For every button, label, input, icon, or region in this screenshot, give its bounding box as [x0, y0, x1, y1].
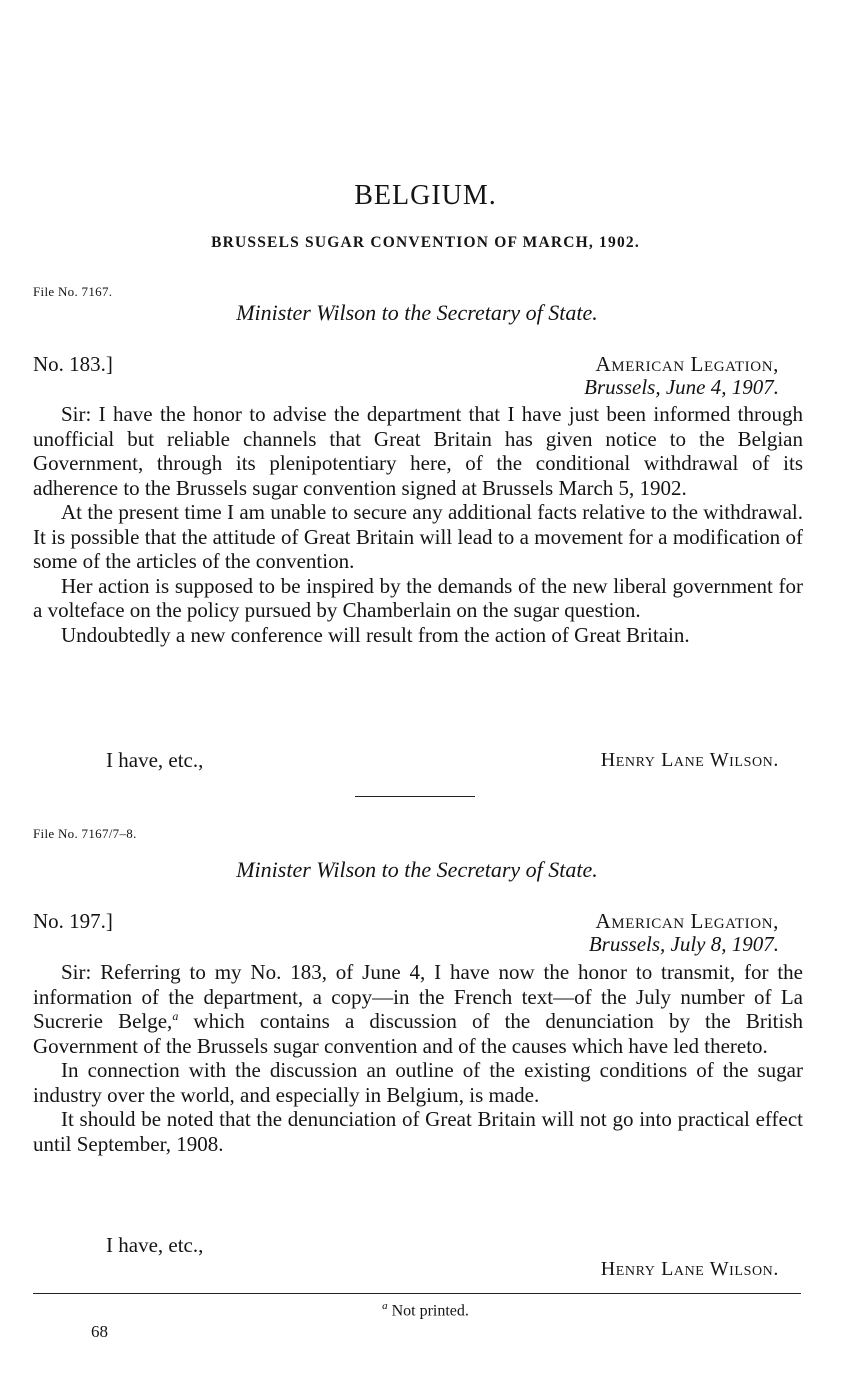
footnote-marker: a [382, 1300, 388, 1312]
paragraph: Her action is supposed to be inspired by the demands of the new liberal government for a volteface on the policy pursued by Chamberlain on the sugar question. [33, 573, 803, 622]
legation-name: American Legation, [595, 909, 779, 933]
page-title: BELGIUM. [354, 180, 497, 211]
file-number: File No. 7167/7–8. [33, 826, 137, 841]
letter-body [33, 960, 803, 1156]
paragraph [33, 960, 803, 1058]
footnote [0, 1300, 851, 1320]
footnote-text: Not printed. [391, 1302, 469, 1320]
paragraph: Undoubtedly a new conference will result from the action of Great Britain. [61, 622, 690, 647]
closing: I have, etc., [106, 1233, 204, 1257]
section-divider [355, 796, 475, 797]
legation-name: American Legation, [595, 352, 779, 376]
paragraph-text: Sir: Referring to my No. 183, of June 4, I have now the honor to transmit, for the information of the department, a copy—in the French text—of the July number of La Sucrerie Belge, [33, 960, 803, 1033]
letter-heading: Minister Wilson to the Secretary of State. [236, 857, 598, 882]
footnote-marker: a [172, 1009, 179, 1023]
page-subtitle: BRUSSELS SUGAR CONVENTION OF MARCH, 1902. [211, 234, 640, 251]
paragraph: At the present time I am unable to secure any additional facts relative to the withdrawal. It is possible that the attitude of Great Britain will lead to a movement for a modification of some of the articles of the convention. [33, 500, 803, 573]
paragraph-text: which contains a discussion of the denunciation by the British Government of the Brussels sugar convention and of the causes which have led thereto. [33, 1009, 803, 1058]
file-number: File No. 7167. [33, 284, 113, 299]
document-number: No. 183.] [33, 352, 113, 376]
dateline: Brussels, June 4, 1907. [584, 375, 779, 399]
paragraph: It should be noted that the denunciation of Great Britain will not go into practical effect until September, 1908. [33, 1107, 803, 1156]
dateline: Brussels, July 8, 1907. [588, 932, 779, 956]
paragraph: In connection with the discussion an outline of the existing conditions of the sugar industry over the world, and especially in Belgium, is made. [33, 1058, 803, 1107]
signature: Henry Lane Wilson. [600, 1258, 779, 1280]
footnote-rule [33, 1293, 801, 1294]
signature: Henry Lane Wilson. [600, 749, 779, 771]
letter-body [33, 402, 803, 647]
page-number: 68 [91, 1322, 108, 1341]
document-number: No. 197.] [33, 909, 113, 933]
closing: I have, etc., [106, 748, 204, 772]
paragraph: Sir: I have the honor to advise the department that I have just been informed through unofficial but reliable channels that Great Britain has given notice to the Belgian Government, through its plenipotentiary here, of the conditional withdrawal of its adherence to the Brussels sugar convention signed at Brussels March 5, 1902. [33, 402, 803, 500]
letter-heading: Minister Wilson to the Secretary of State. [236, 300, 598, 325]
